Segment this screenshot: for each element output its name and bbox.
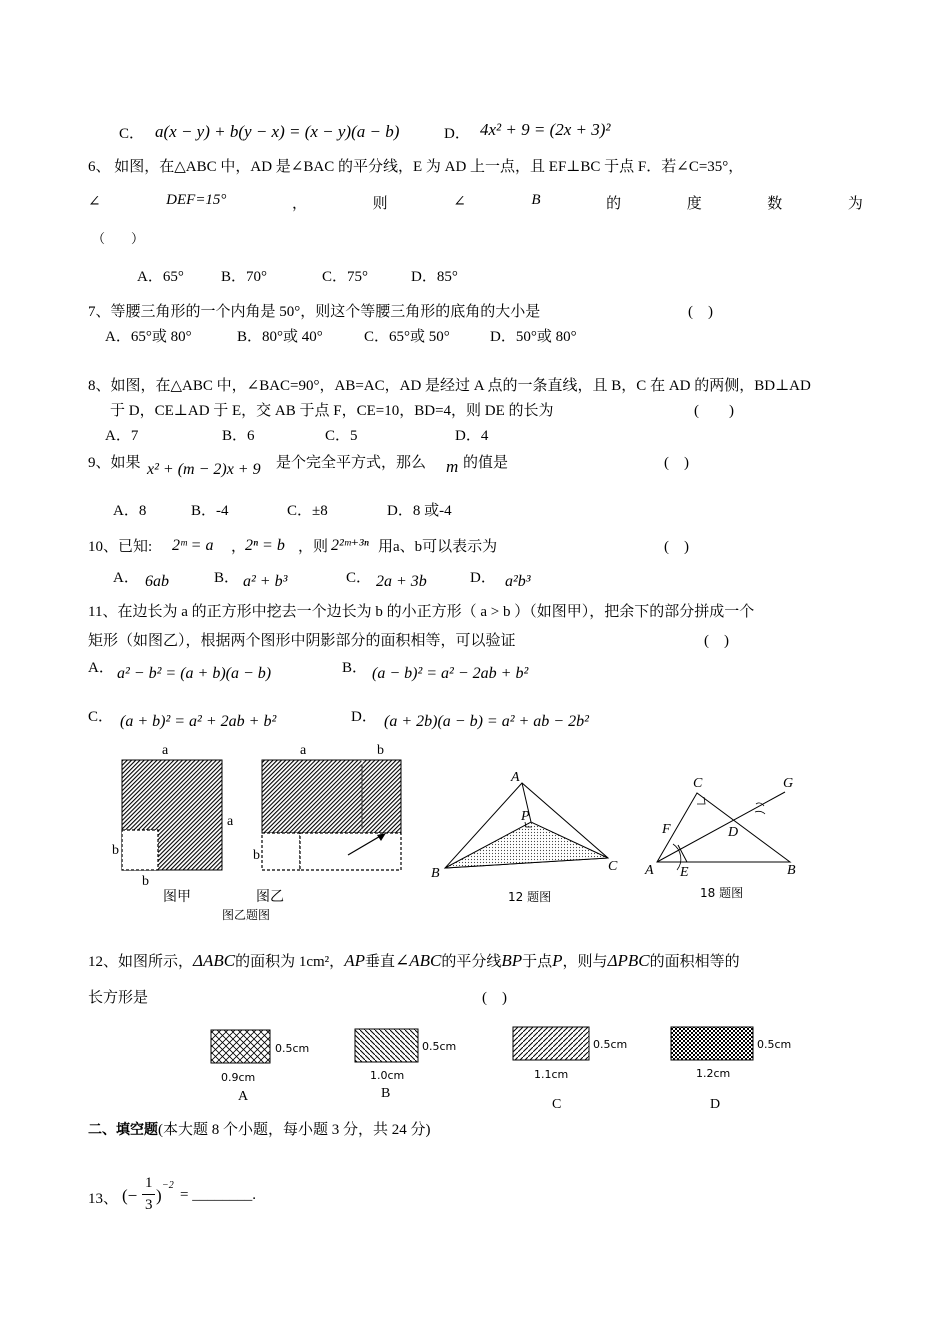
q6-part: B: [531, 192, 541, 208]
q12-math: ∠ABC: [394, 951, 442, 970]
q9-var-m: m: [446, 457, 459, 476]
q10-option-d-formula: a²b³: [505, 573, 531, 590]
fig18-label-a: A: [645, 863, 654, 878]
fig12-label-p: P: [521, 809, 530, 824]
q7-answer-paren: ( ): [688, 304, 713, 320]
rect-d-width: 1.2cm: [696, 1067, 731, 1080]
q6-option-a: A．65°: [137, 269, 184, 285]
q8-option-c: C．5: [325, 428, 358, 444]
fig18-label-e: E: [680, 865, 689, 880]
fig12-label-a: A: [511, 770, 520, 785]
q5-option-c-label: C．: [119, 126, 145, 142]
q12-text: ，则与: [562, 954, 608, 970]
rect-a-label: A: [238, 1089, 249, 1104]
rect-c-width: 1.1cm: [534, 1068, 569, 1081]
q6-part: DEF=15°: [166, 192, 227, 208]
fig12-caption: 12 题图: [508, 890, 552, 904]
q9-option-d: D．8 或-4: [387, 503, 452, 519]
rect-b-width: 1.0cm: [370, 1069, 405, 1082]
q11-option-c-formula: (a + b)² = a² + 2ab + b²: [120, 713, 277, 730]
q5-option-c-formula: a(x − y) + b(y − x) = (x − y)(a − b): [155, 122, 400, 141]
fig-yi-a-top: a: [300, 743, 307, 758]
q10-suffix: 用a、b可以表示为: [378, 539, 498, 555]
fig-jia-caption: 图甲: [163, 889, 191, 905]
q7-stem: 7、等腰三角形的一个内角是 50°，则这个等腰三角形的底角的大小是: [88, 304, 541, 320]
q11-option-a-formula: a² − b² = (a + b)(a − b): [117, 665, 272, 682]
fig18-label-d: D: [728, 825, 739, 840]
q12-math: P: [552, 951, 563, 970]
fig-yi-caption: 图乙: [256, 889, 284, 905]
q8-stem-line2: 于 D，CE⊥AD 于 E，交 AB 于点 F，CE=10，BD=4，则 DE 的长为: [110, 403, 554, 419]
q12-text: 12、如图所示，: [88, 954, 194, 970]
q6-part: 数: [767, 196, 783, 212]
q6-part: 的: [606, 196, 622, 212]
q10-prefix: 10、已知:: [88, 539, 153, 555]
q13-prefix: 13、: [88, 1191, 119, 1207]
q12-rect-a: [205, 1025, 325, 1115]
rect-a-height: 0.5cm: [275, 1042, 310, 1055]
q12-text: 的面积为 1cm²，: [235, 954, 345, 970]
q10-answer-paren: ( ): [664, 539, 689, 555]
q10-formula-3: 2²ᵐ⁺³ⁿ: [331, 537, 369, 554]
fig-jia-a-top: a: [162, 743, 169, 758]
q11-option-a-label: A．: [88, 660, 114, 676]
q12-math: AP: [344, 951, 365, 970]
rect-c-height: 0.5cm: [593, 1038, 628, 1051]
q6-part: ，: [292, 196, 308, 212]
fig-jia-a-side: a: [227, 814, 234, 829]
rect-b-label: B: [381, 1086, 391, 1101]
q8-stem-line1: 8、如图，在△ABC 中，∠BAC=90°，AB=AC，AD 是经过 A 点的一条直线，且 B，C 在 AD 的两侧，BD⊥AD: [88, 378, 811, 394]
q6-option-b: B．70°: [221, 269, 268, 285]
figure-12: [425, 765, 625, 905]
figure-18: [640, 770, 810, 890]
q10-option-b-label: B．: [214, 570, 240, 586]
q8-option-b: B．6: [222, 428, 255, 444]
fig-yi-b-side: b: [253, 848, 260, 863]
q6-stem-line1: 6、 如图，在△ABC 中，AD 是∠BAC 的平分线，E 为 AD 上一点，且 EF⊥BC 于点 F．若∠C=35°，: [88, 159, 744, 175]
fig12-label-c: C: [608, 859, 618, 874]
q11-option-c-label: C．: [88, 709, 114, 725]
q6-part: ∠: [88, 194, 101, 210]
q8-option-a: A．7: [105, 428, 139, 444]
q10-option-a-formula: 6ab: [145, 573, 169, 590]
q7-option-a: A．65°或 80°: [105, 329, 192, 345]
q9-middle: 是个完全平方式，那么: [276, 455, 427, 471]
q12-stem-line1: [88, 950, 740, 971]
q13-numerator: 1: [145, 1175, 153, 1191]
q8-answer-paren: ( ): [694, 403, 734, 419]
fig18-label-g: G: [783, 776, 794, 791]
q12-math: ΔPBC: [607, 951, 650, 970]
q13-denominator: 3: [145, 1197, 153, 1213]
q12-answer-paren: ( ): [482, 990, 507, 1006]
q9-option-c: C．±8: [287, 503, 328, 519]
q11-option-b-formula: (a − b)² = a² − 2ab + b²: [372, 665, 529, 682]
q8-option-d: D．4: [455, 428, 489, 444]
q12-rect-b: [350, 1025, 470, 1115]
q12-rect-d: [665, 1022, 805, 1117]
q11-option-d-formula: (a + 2b)(a − b) = a² + ab − 2b²: [384, 713, 589, 730]
q5-option-d-label: D．: [444, 126, 470, 142]
q10-option-d-label: D．: [470, 570, 496, 586]
q10-sep: ，: [231, 539, 247, 555]
q11-answer-paren: ( ): [704, 633, 729, 649]
rect-b-height: 0.5cm: [422, 1040, 457, 1053]
q7-option-d: D．50°或 80°: [490, 329, 577, 345]
q6-option-c: C．75°: [322, 269, 369, 285]
q12-text: 垂直: [364, 954, 395, 970]
q6-part: 为: [847, 196, 863, 212]
section2-heading: [88, 1118, 431, 1139]
q11-stem-line2: 矩形（如图乙），根据两个图形中阴影部分的面积相等，可以验证: [88, 633, 516, 649]
q12-math: BP: [501, 951, 523, 970]
q6-part: ∠: [453, 194, 466, 210]
section2-note: (本大题 8 个小题，每小题 3 分，共 24 分): [158, 1122, 431, 1138]
q12-text: 于点: [522, 954, 553, 970]
q9-option-b: B．-4: [191, 503, 229, 519]
q6-answer-paren: （ ）: [92, 231, 145, 246]
q10-option-b-formula: a² + b³: [243, 573, 288, 590]
q6-stem-line2: [88, 192, 863, 213]
q13-fraction-bar: [142, 1194, 155, 1195]
q6-part: 度: [686, 196, 702, 212]
rect-a-width: 0.9cm: [221, 1071, 256, 1084]
fig18-caption: 18 题图: [700, 886, 744, 900]
q11-option-d-label: D．: [351, 709, 377, 725]
q12-text: 的面积相等的: [649, 954, 740, 970]
fig-yi-caption2: 图乙题图: [222, 908, 271, 922]
q9-suffix: 的值是: [463, 455, 509, 471]
q7-option-c: C．65°或 50°: [364, 329, 450, 345]
q10-mid: ，则: [298, 539, 329, 555]
q12-math: ΔABC: [193, 951, 236, 970]
q12-text: 的平分线: [441, 954, 502, 970]
q10-formula-2: 2ⁿ = b: [245, 537, 285, 554]
q13-blank: = ________.: [180, 1187, 256, 1203]
q12-rect-c: [508, 1022, 638, 1117]
fig-jia-b-bottom: b: [142, 874, 149, 889]
q11-stem-line1: 11、在边长为 a 的正方形中挖去一个边长为 b 的小正方形（ a > b ）（如图甲），把余下的部分拼成一个: [88, 604, 755, 620]
fig18-label-f: F: [662, 822, 671, 837]
fig18-label-c: C: [693, 776, 703, 791]
q10-formula-1: 2ᵐ = a: [172, 537, 214, 554]
fig18-label-b: B: [787, 863, 796, 878]
q13-exponent: −2: [162, 1180, 174, 1191]
q12-stem-line2: 长方形是: [88, 990, 149, 1006]
section2-title: 二、填空题: [88, 1122, 158, 1138]
q6-option-d: D．85°: [411, 269, 458, 285]
q11-option-b-label: B．: [342, 660, 368, 676]
q9-option-a: A．8: [113, 503, 147, 519]
q9-prefix: 9、如果: [88, 455, 141, 471]
fig-jia-b-side: b: [112, 843, 119, 858]
rect-c-label: C: [552, 1097, 562, 1112]
q5-option-d-formula: 4x² + 9 = (2x + 3)²: [480, 120, 611, 139]
rect-d-label: D: [710, 1097, 721, 1112]
q7-option-b: B．80°或 40°: [237, 329, 323, 345]
q10-option-c-formula: 2a + 3b: [376, 573, 427, 590]
fig12-label-b: B: [431, 866, 440, 881]
q10-option-c-label: C．: [346, 570, 372, 586]
q6-part: 则: [372, 196, 388, 212]
rect-d-height: 0.5cm: [757, 1038, 792, 1051]
q9-answer-paren: ( ): [664, 455, 689, 471]
q9-formula: x² + (m − 2)x + 9: [147, 461, 261, 478]
fig-yi-b-top: b: [377, 743, 384, 758]
q10-option-a-label: A．: [113, 570, 139, 586]
